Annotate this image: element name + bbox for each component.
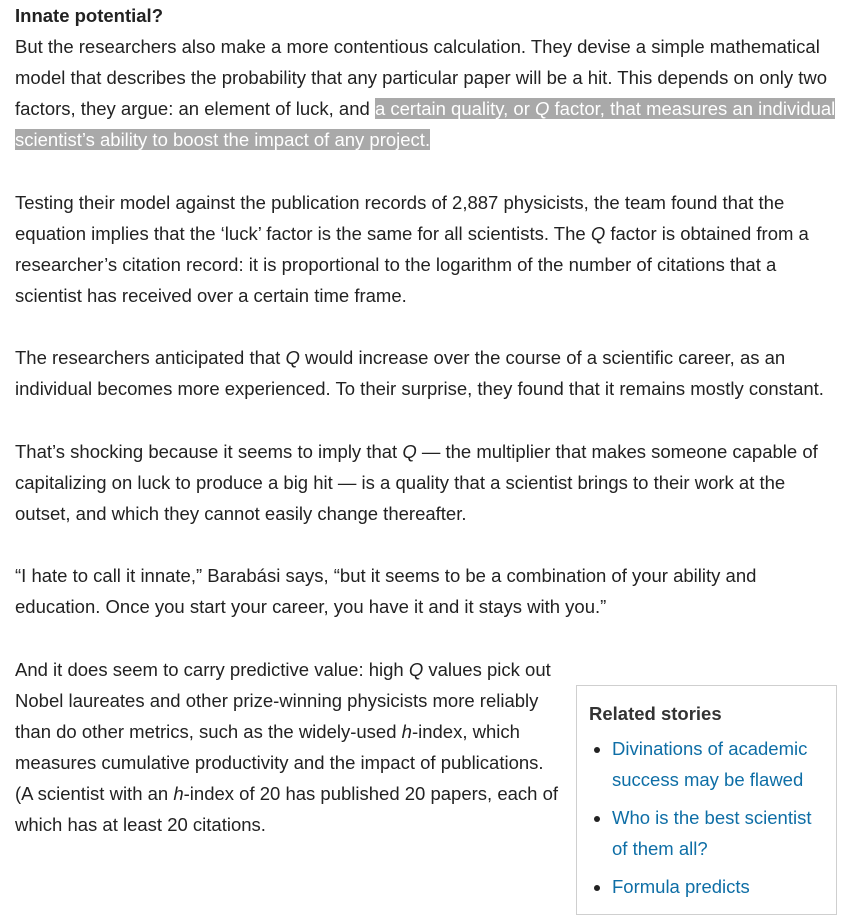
h-symbol: h	[173, 782, 184, 804]
related-stories-box	[576, 685, 837, 915]
p6-text-a: And it does seem to carry predictive value: high	[15, 658, 409, 680]
q-symbol: Q	[590, 222, 606, 244]
p3-text-a: The researchers anticipated that	[15, 347, 286, 368]
p6-text-d: -index of 20 has published 20 papers, each of which has at least 20 citations.	[15, 782, 559, 835]
p6-text-b: values pick out Nobel laureates and other prize-winning physicists more reliably than do other metrics, such as the widely-used	[15, 658, 551, 742]
p2-text-a: Testing their model against the publication records of 2,887 physicists, the team found that the equation implies that the ‘luck’ factor is the same for all scientists. The	[15, 191, 785, 244]
p1-text: But the researchers also make a more contentious calculation. They devise a simple mathematical model that describes the probability that any particular paper will be a hit. This depends on only two factors, they argue: an element of luck, and	[15, 36, 828, 119]
section-heading: Innate potential?	[15, 5, 163, 26]
h-symbol: h	[401, 720, 412, 742]
p6-text-c: -index, which measures cumulative productivity and the impact of publications. (A scientist with an	[15, 720, 544, 804]
related-stories-title: Related stories	[589, 703, 722, 724]
p2-text-b: factor is obtained from a researcher’s citation record: it is proportional to the logarithm of the number of citations that a scientist has received over a certain time frame.	[15, 222, 809, 306]
related-story-item	[612, 733, 824, 795]
p1-highlight-a: a certain quality, or	[374, 98, 536, 119]
paragraph-4	[15, 436, 845, 529]
p1-highlight-b: factor, that measures an individual scientist’s ability to boost the impact of any project.	[15, 98, 836, 150]
paragraph-2	[15, 187, 845, 311]
paragraph-3	[15, 342, 845, 404]
q-symbol: Q	[402, 440, 417, 462]
related-story-link[interactable]: Divinations of academic success may be flawed	[612, 738, 808, 790]
paragraph-6	[15, 654, 560, 840]
p3-text-b: would increase over the course of a scientific career, as an individual becomes more experienced. To their surprise, they found that it remains mostly constant.	[15, 347, 824, 399]
related-story-link[interactable]: Formula predicts	[612, 876, 750, 897]
q-symbol: Q	[535, 98, 550, 119]
q-symbol: Q	[408, 658, 424, 680]
related-story-item	[612, 871, 824, 902]
related-stories-list	[589, 733, 824, 902]
p4-text-b: — the multiplier that makes someone capable of capitalizing on luck to produce a big hit — is a quality that a scientist brings to their work at the outset, and which they cannot easily change thereafter.	[15, 440, 818, 524]
paragraph-1	[15, 31, 845, 155]
p4-text-a: That’s shocking because it seems to imply that	[15, 440, 403, 462]
q-symbol: Q	[285, 347, 300, 368]
related-story-link[interactable]: Who is the best scientist of them all?	[612, 807, 812, 859]
paragraph-5: “I hate to call it innate,” Barabási says, “but it seems to be a combination of your ability and education. Once you start your career, you have it and it stays with you.”	[15, 565, 757, 617]
related-story-item	[612, 802, 824, 864]
